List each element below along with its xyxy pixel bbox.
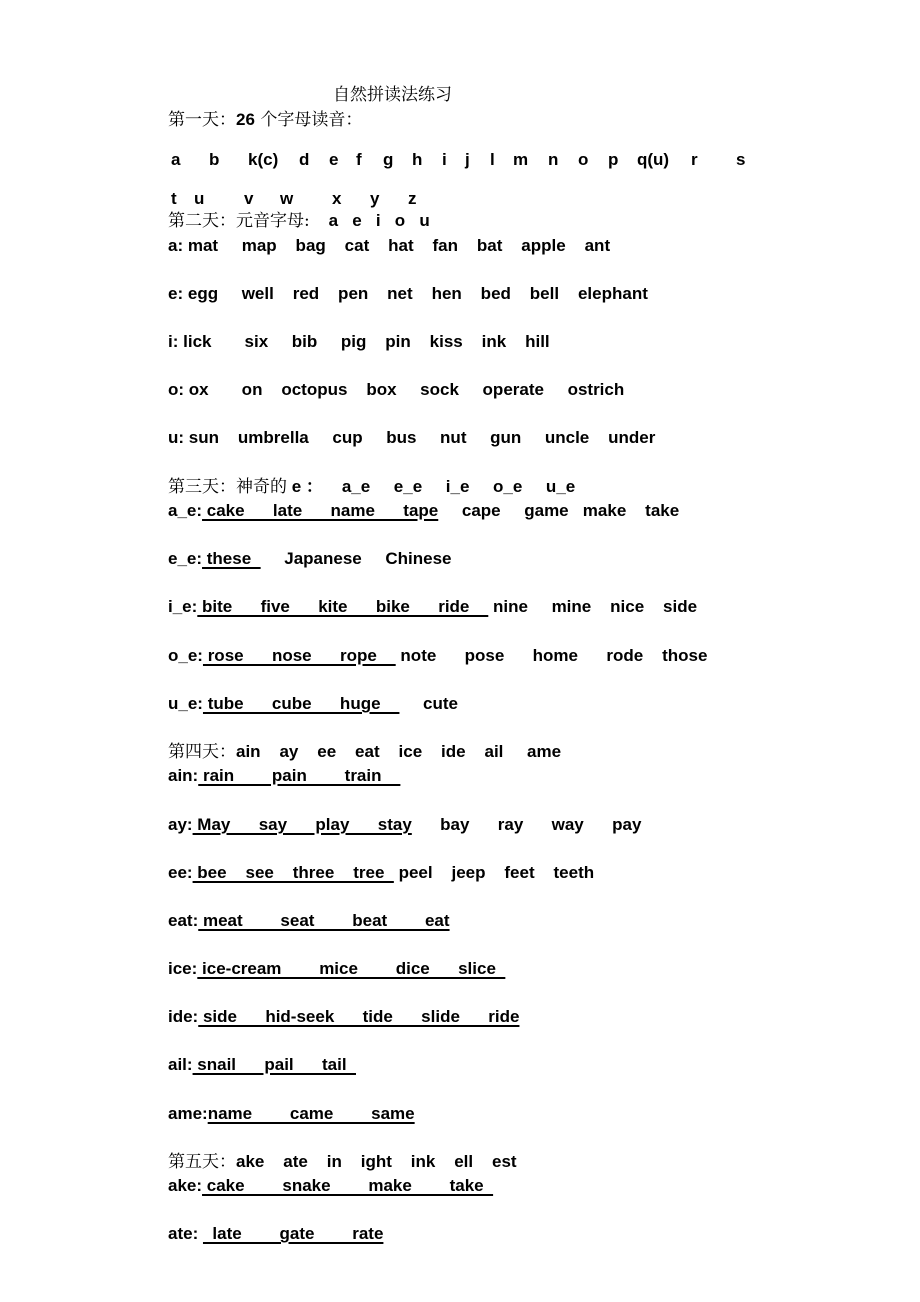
row-words: sun umbrella cup bus nut gun uncle under xyxy=(188,428,656,447)
row-words: peel jeep feet teeth xyxy=(393,863,595,882)
row-label: o_e: xyxy=(168,646,203,665)
letter: h xyxy=(412,150,423,169)
magic-e-row-u xyxy=(168,694,458,714)
page-title: 自然拼读法练习 xyxy=(333,85,452,105)
row-words: egg well red pen net hen bed bell elephant xyxy=(187,284,648,303)
row-words: cute xyxy=(399,694,459,713)
vowel-row-e xyxy=(168,284,648,304)
pattern-row-ate xyxy=(168,1224,383,1244)
day5-heading xyxy=(168,1152,517,1172)
row-label: o: xyxy=(168,380,185,399)
row-label: ice: xyxy=(168,959,198,978)
underlined-words: bite five kite bike ride xyxy=(197,597,489,616)
letter: j xyxy=(465,150,470,169)
letter: m xyxy=(513,150,529,169)
day1-heading xyxy=(168,110,362,130)
letter: r xyxy=(691,150,698,169)
row-label: u: xyxy=(168,428,185,447)
underlined-words: meat seat beat eat xyxy=(198,911,450,930)
day1-heading-rest: 个字母读音： xyxy=(254,110,363,130)
pattern-row-ame xyxy=(168,1104,415,1124)
underlined-words: side hid-seek tide slide ride xyxy=(198,1007,520,1026)
day4-items: ain ay ee eat ice ide ail ame xyxy=(236,742,562,761)
pattern-row-ee xyxy=(168,863,594,883)
letter: v xyxy=(244,189,254,208)
row-label: a_e: xyxy=(168,501,203,520)
magic-e-row-a xyxy=(168,501,679,521)
day1-heading-num: 26 xyxy=(236,110,255,129)
row-label: ate: xyxy=(168,1224,199,1243)
letter: t xyxy=(171,189,177,208)
letter: a xyxy=(171,150,181,169)
letter: d xyxy=(299,150,310,169)
magic-e-row-o xyxy=(168,646,707,666)
letter: n xyxy=(548,150,559,169)
row-words: Japanese Chinese xyxy=(260,549,452,568)
day5-heading-cn: 第五天： xyxy=(168,1152,236,1172)
letter: g xyxy=(383,150,394,169)
underlined-words: ice-cream mice dice slice xyxy=(197,959,506,978)
underlined-words: these xyxy=(202,549,261,568)
underlined-words: rose nose rope xyxy=(202,646,396,665)
alphabet-row-2 xyxy=(0,189,920,209)
day1-heading-cn: 第一天： xyxy=(168,110,236,130)
letter: b xyxy=(209,150,220,169)
day3-heading-cn: 第三天：神奇的 xyxy=(168,477,287,497)
day3-heading xyxy=(168,477,575,497)
row-label: a: xyxy=(168,236,184,255)
day4-heading-cn: 第四天： xyxy=(168,742,236,762)
letter: k(c) xyxy=(248,150,279,169)
underlined-words: May say play stay xyxy=(192,815,412,834)
magic-e-row-e xyxy=(168,549,452,569)
letter: u xyxy=(194,189,205,208)
row-label: u_e: xyxy=(168,694,203,713)
row-label: e: xyxy=(168,284,184,303)
magic-e-items: a_e e_e i_e o_e u_e xyxy=(341,477,576,496)
row-words: bay ray way pay xyxy=(411,815,642,834)
pattern-row-ail xyxy=(168,1055,356,1075)
letter: w xyxy=(280,189,294,208)
day2-heading xyxy=(168,211,430,231)
vowel-row-o xyxy=(168,380,624,400)
alphabet-row-1 xyxy=(0,150,920,170)
row-words: note pose home rode those xyxy=(395,646,708,665)
row-label: i: xyxy=(168,332,179,351)
pattern-row-ain xyxy=(168,766,400,786)
row-label: ame: xyxy=(168,1104,208,1123)
vowel-row-u xyxy=(168,428,655,448)
day3-heading-e: e ： xyxy=(287,477,323,496)
letter: o xyxy=(578,150,589,169)
magic-e-row-i xyxy=(168,597,697,617)
underlined-words: rain pain train xyxy=(198,766,401,785)
row-label: ail: xyxy=(168,1055,193,1074)
letter: s xyxy=(736,150,746,169)
vowel-row-i xyxy=(168,332,550,352)
underlined-words: bee see three tree xyxy=(192,863,394,882)
row-words: nine mine nice side xyxy=(488,597,698,616)
row-label: ee: xyxy=(168,863,193,882)
row-words: mat map bag cat hat fan bat apple ant xyxy=(187,236,611,255)
row-label: eat: xyxy=(168,911,199,930)
day2-heading-cn: 第二天：元音字母: xyxy=(168,211,310,231)
pattern-row-ake xyxy=(168,1176,493,1196)
letter: q(u) xyxy=(637,150,670,169)
letter: x xyxy=(332,189,342,208)
pattern-row-eat xyxy=(168,911,450,931)
underlined-words: tube cube huge xyxy=(202,694,400,713)
letter: i xyxy=(442,150,447,169)
letter: z xyxy=(408,189,417,208)
day5-items: ake ate in ight ink ell est xyxy=(236,1152,517,1171)
row-label: i_e: xyxy=(168,597,198,616)
underlined-words: late gate rate xyxy=(202,1224,384,1243)
letter: e xyxy=(329,150,339,169)
underlined-words: name came same xyxy=(207,1104,415,1123)
row-label: e_e: xyxy=(168,549,203,568)
letter: y xyxy=(370,189,380,208)
row-label: ain: xyxy=(168,766,199,785)
vowel-row-a xyxy=(168,236,610,256)
pattern-row-ice xyxy=(168,959,505,979)
row-words: ox on octopus box sock operate ostrich xyxy=(188,380,625,399)
underlined-words: cake late name tape xyxy=(202,501,439,520)
row-label: ay: xyxy=(168,815,193,834)
letter: f xyxy=(356,150,362,169)
row-words: cape game make take xyxy=(438,501,680,520)
row-words: lick six bib pig pin kiss ink hill xyxy=(183,332,550,351)
row-label: ake: xyxy=(168,1176,203,1195)
pattern-row-ay xyxy=(168,815,641,835)
letter: p xyxy=(608,150,619,169)
letter: l xyxy=(490,150,495,169)
day4-heading xyxy=(168,742,561,762)
vowel-letters: a e i o u xyxy=(328,211,430,230)
underlined-words: cake snake make take xyxy=(202,1176,494,1195)
row-label: ide: xyxy=(168,1007,199,1026)
underlined-words: snail pail tail xyxy=(192,1055,356,1074)
pattern-row-ide xyxy=(168,1007,519,1027)
